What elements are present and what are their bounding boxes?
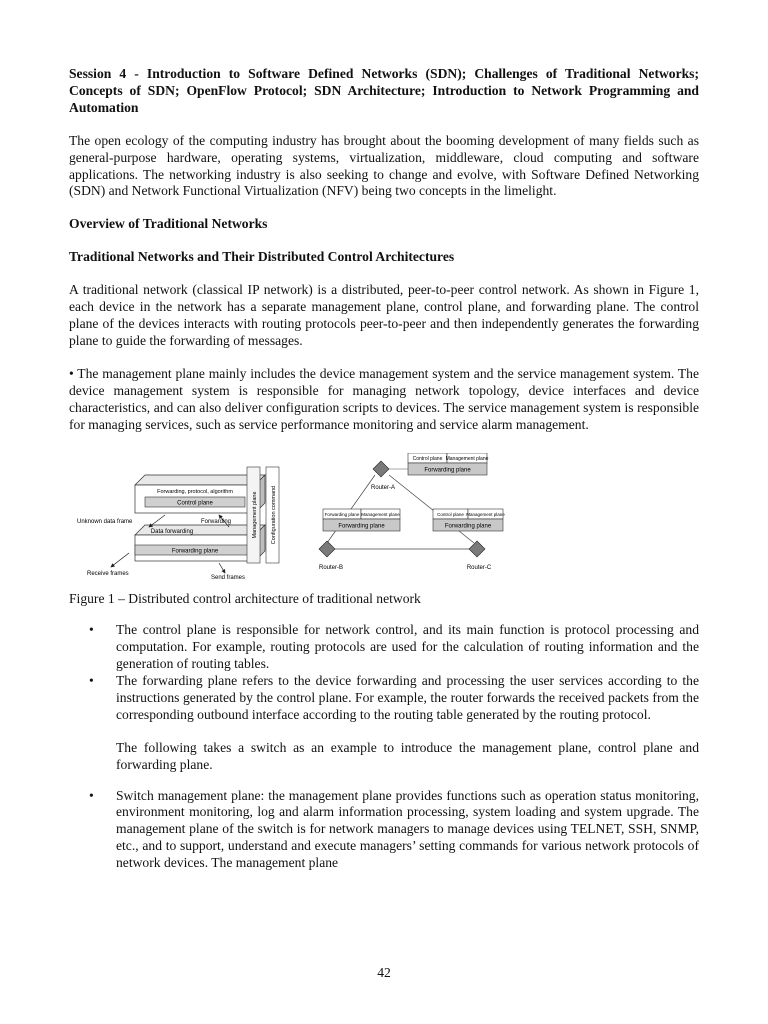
label-router-b: Router-B	[318, 565, 344, 572]
label-unknown-data-frame: Unknown data frame	[77, 519, 133, 526]
label-forwarding: Forwarding	[201, 519, 232, 526]
label-b-management-plane-small: Management plane	[361, 512, 400, 518]
arrow-send	[219, 563, 225, 573]
page-number: 42	[377, 965, 391, 980]
control-box-top	[135, 475, 265, 485]
label-router-a: Router-A	[370, 485, 396, 492]
figure-1-diagram	[69, 453, 699, 583]
document-page	[69, 66, 699, 872]
router-a-icon	[373, 461, 389, 477]
bullet-list-switch	[69, 788, 699, 873]
figure-caption: Figure 1 – Distributed control architecture of traditional network	[69, 591, 421, 607]
label-b-forwarding-plane-small: Forwarding plane	[324, 512, 360, 518]
label-b-forwarding-plane: Forwarding plane	[338, 523, 385, 530]
intro-paragraph: The open ecology of the computing industry has brought about the booming development of many fields such as general-purpose hardware, operating systems, virtualization, middleware, cloud computing and software applications. The networking industry is also seeking to change and evolve, with Software Defined Networking (SDN) and Network Functional Virtualization (NFV) being two concepts in the limelight.	[69, 132, 699, 199]
label-a-forwarding-plane: Forwarding plane	[424, 467, 471, 474]
figure-1	[69, 453, 699, 583]
list-item	[69, 788, 699, 873]
right-diagram	[319, 453, 505, 571]
session-title: Session 4 - Introduction to Software Defined Networks (SDN); Challenges of Traditional Networks; Concepts of SDN; OpenFlow Protocol; SDN Architecture; Introduction to Network Programming and Automation	[69, 66, 699, 115]
label-a-control-plane: Control plane	[412, 456, 443, 463]
label-receive-frames: Receive frames	[87, 571, 129, 578]
router-b-icon	[319, 541, 335, 557]
left-diagram	[77, 467, 279, 581]
label-c-forwarding-plane: Forwarding plane	[444, 523, 492, 530]
list-item	[69, 622, 699, 673]
label-data-forwarding: Data forwarding	[150, 529, 194, 536]
bullet-list-planes	[69, 622, 699, 723]
heading-distributed-control: Traditional Networks and Their Distributed Control Architectures	[69, 249, 455, 265]
label-forwarding-protocol: Forwarding, protocol, algorithm	[157, 489, 233, 496]
label-c-management-plane-small: Management plane	[466, 512, 505, 518]
label-control-plane-left: Control plane	[177, 500, 213, 507]
bullet-text: Switch management plane: the management plane provides functions such as operation status monitoring, environment monitoring, log and alarm information processing, system loading and system upgrade. The management plane of the switch is for network managers to manage devices using TELNET, SSH, SNMP, etc., and to support, understand and execute managers’ setting commands for various network protocols of network devices. The management plane	[116, 787, 699, 871]
label-router-c: Router-C	[466, 565, 492, 572]
label-c-control-plane-small: Control plane	[437, 512, 464, 518]
label-configuration-command: Configuration command	[271, 486, 277, 545]
bullet-dot: •	[89, 787, 94, 803]
label-management-plane-left: Management plane	[252, 491, 258, 539]
bullet-text: The forwarding plane refers to the device forwarding and processing the user services according to the instructions generated by the control plane. For example, the router forwards the received packets from the corresponding outbound interface according to the routing table generated by the routing protocol.	[116, 673, 699, 722]
bullet-dot: •	[89, 622, 94, 638]
heading-overview: Overview of Traditional Networks	[69, 216, 268, 232]
paragraph-management-plane: • The management plane mainly includes the device management system and the service management system. The device management system is responsible for managing network topology, device interfaces and device characteristics, and can also deliver configuration scripts to devices. The service management system is responsible for managing services, such as service performance monitoring and service alarm management.	[69, 365, 699, 432]
label-a-management-plane: Management plane	[445, 456, 489, 463]
label-send-frames: Send frames	[211, 575, 246, 582]
arrow-receive	[111, 553, 129, 567]
label-forwarding-plane-left: Forwarding plane	[171, 548, 219, 555]
router-c-icon	[469, 541, 485, 557]
list-item	[69, 673, 699, 724]
switch-intro-paragraph: The following takes a switch as an example to introduce the management plane, control plane and forwarding plane.	[116, 739, 699, 772]
paragraph-traditional-network: A traditional network (classical IP network) is a distributed, peer-to-peer control network. As shown in Figure 1, each device in the network has a separate management plane, control plane, and forwarding plane. The control plane of the devices interacts with routing protocols peer-to-peer and then independently generates the forwarding plane to guide the forwarding of messages.	[69, 282, 699, 348]
bullet-dot: •	[89, 673, 94, 689]
bullet-text: The control plane is responsible for network control, and its main function is protocol processing and computation. For example, routing protocols are used for the calculation of routing information and the generation of routing tables.	[116, 622, 699, 672]
